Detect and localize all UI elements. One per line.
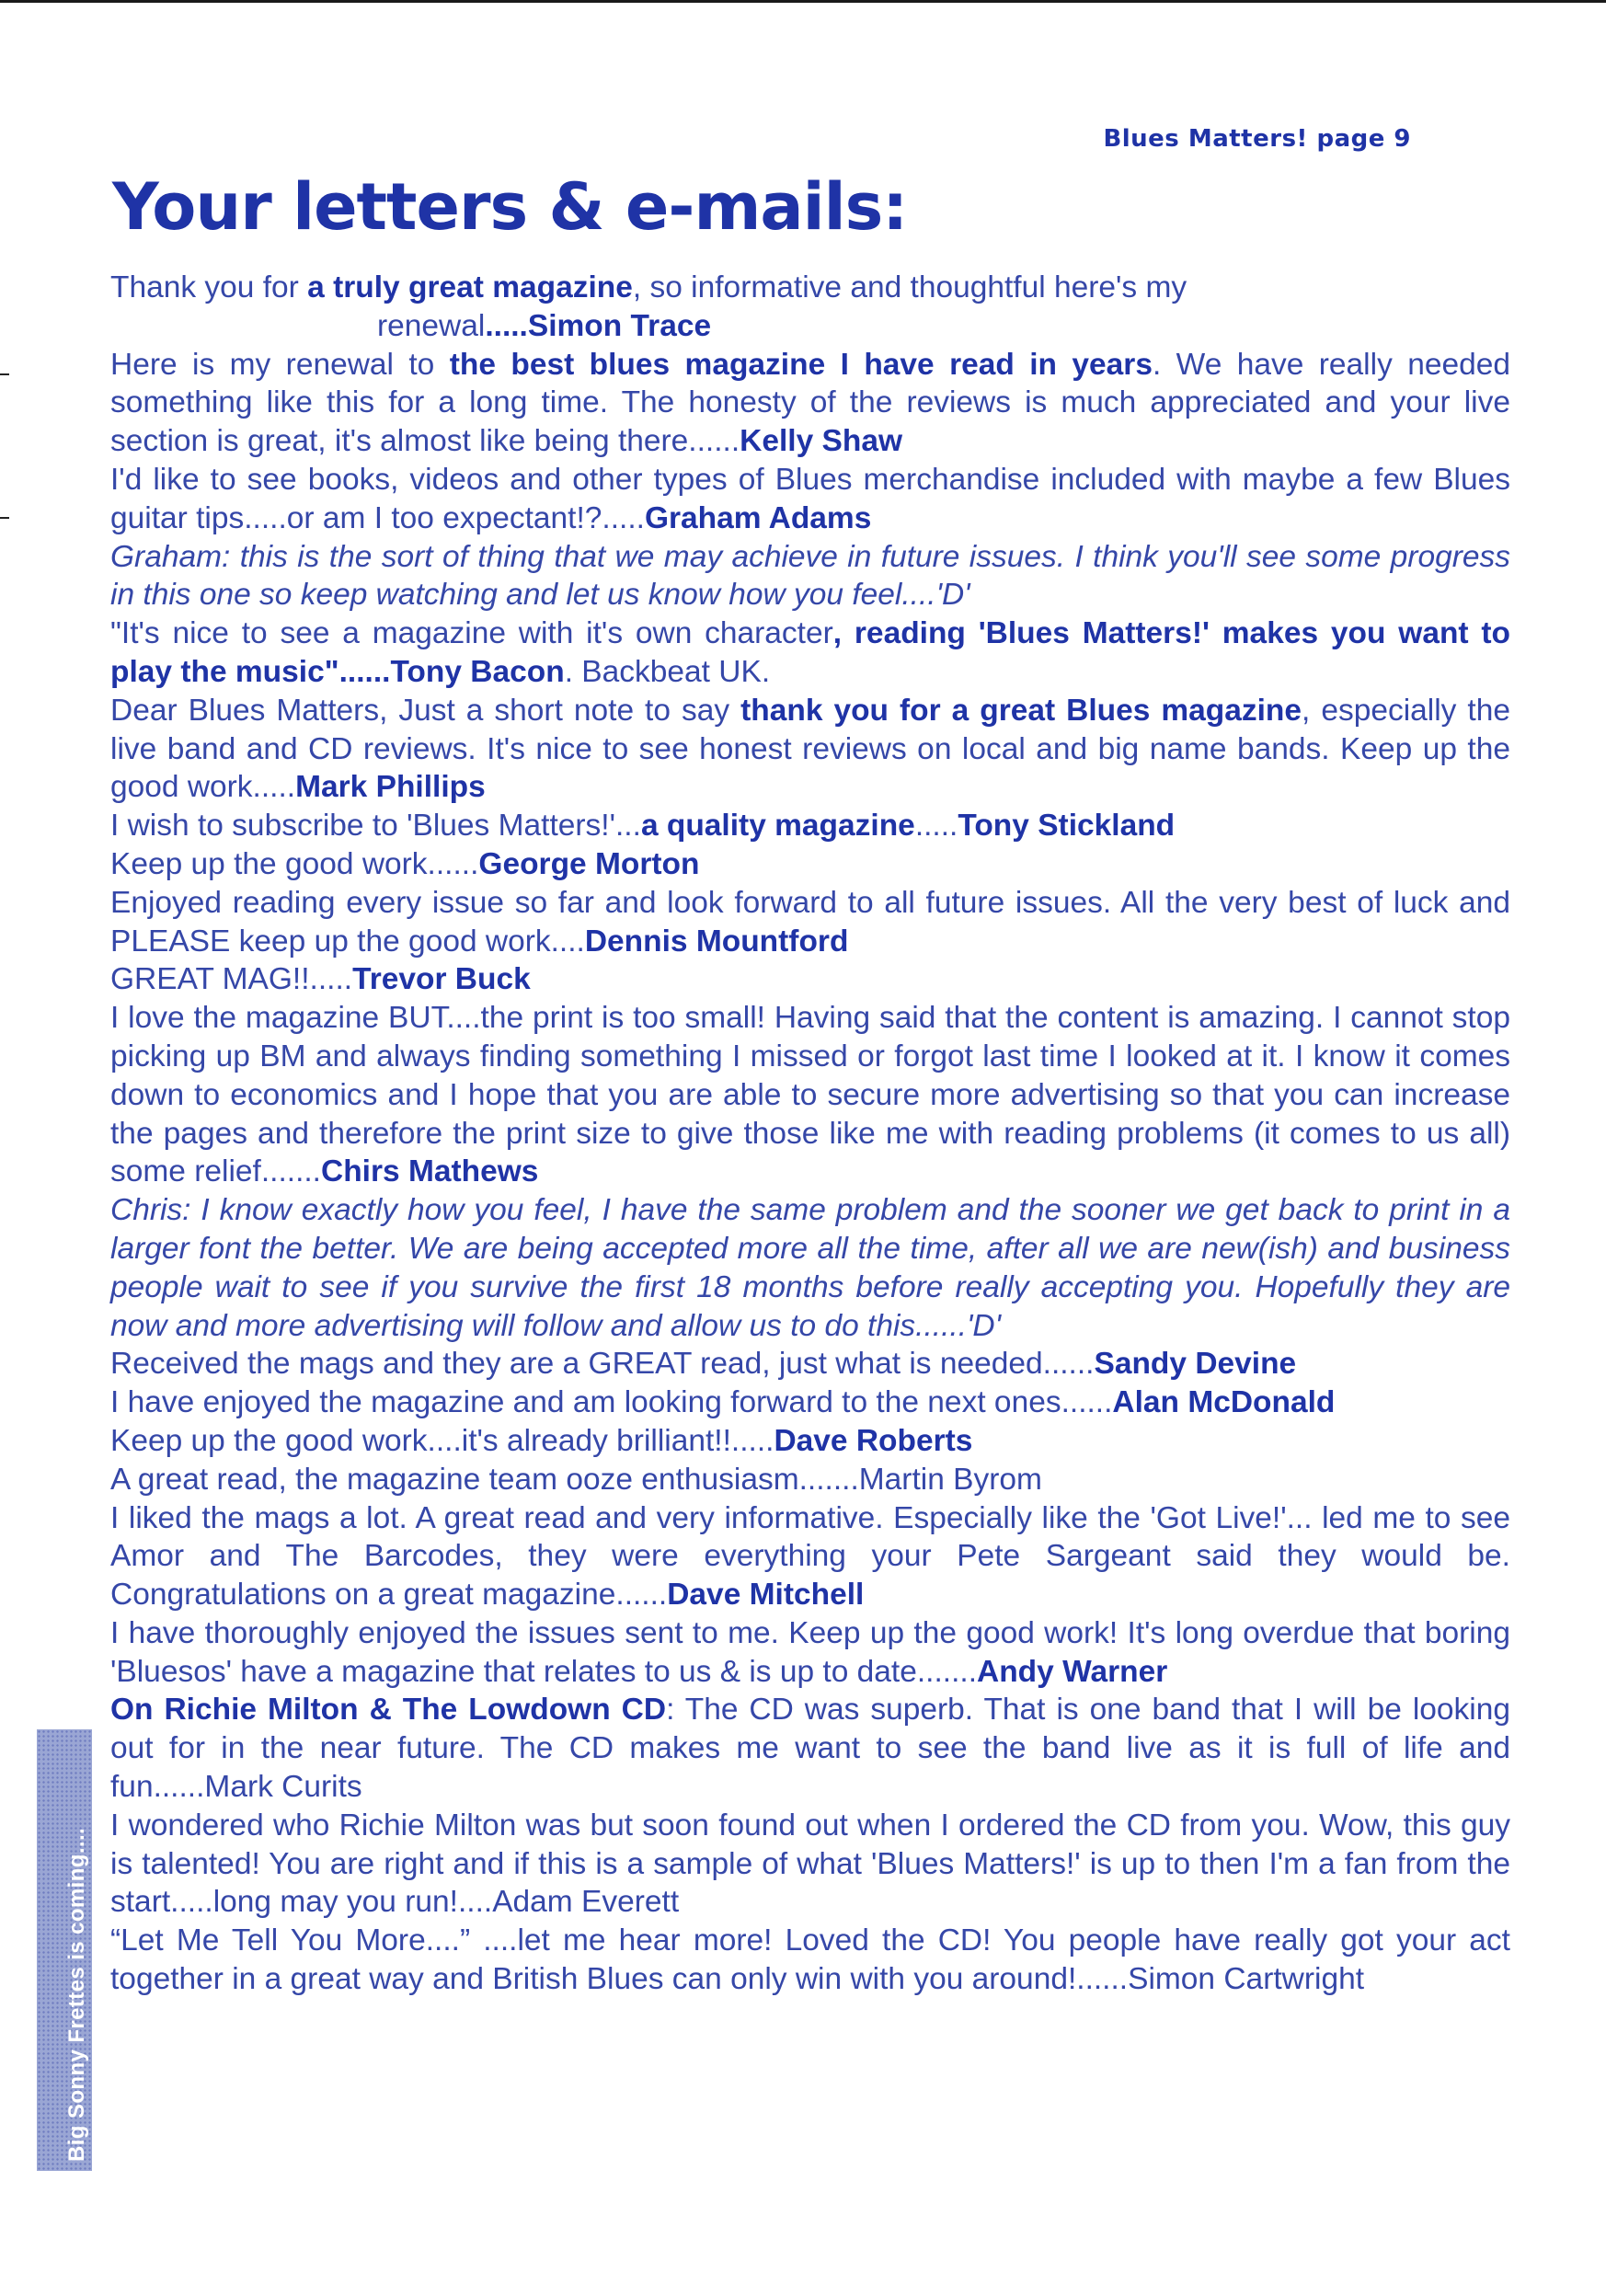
letter-entry [110, 1922, 1510, 1999]
letter-text: Thank you for [110, 270, 308, 304]
letter-text: Dear Blues Matters, Just a short note to say [110, 693, 741, 728]
letter-entry [110, 807, 1510, 845]
letter-entry [110, 884, 1510, 961]
letter-highlight: a truly great magazine [307, 270, 633, 304]
letter-entry [110, 1383, 1510, 1422]
letter-text: I'd like to see books, videos and other types of Blues merchandise included with maybe a few Blues guitar tips.....or am I too expectant!?..... [110, 462, 1510, 535]
reply-text: Graham: this is the sort of thing that we may achieve in future issues. I think you'll see some progress in this one so keep watching and let us know how you feel....'D' [110, 539, 1510, 613]
letter-signature: George Morton [478, 846, 700, 881]
letter-text: “Let Me Tell You More....” ....let me hear more! Loved the CD! You people have really got your act together in a great way and British Blues can only win with you around!......Simon Cartwright [110, 1923, 1510, 1997]
letter-text: renewal [377, 308, 486, 343]
letters-column [110, 269, 1510, 1999]
letter-signature: Chirs Mathews [321, 1154, 539, 1189]
letter-signature: Alan McDonald [1112, 1385, 1336, 1420]
letter-text: GREAT MAG!!..... [110, 962, 353, 997]
letter-text: I wish to subscribe to 'Blues Matters!'... [110, 809, 641, 844]
letter-text: , so informative and thoughtful here's my [632, 270, 1187, 304]
letter-signature: .....Simon Trace [485, 308, 712, 343]
letter-signature: Dave Mitchell [667, 1578, 865, 1613]
letter-entry [110, 692, 1510, 807]
letter-text: : The CD was superb. That is one band that I will be looking out for in the near future. The CD makes me want to see the band live as it is full of life and fun......Mark Curits [110, 1693, 1510, 1805]
letter-text: . Backbeat UK. [564, 654, 771, 689]
letter-entry [110, 1345, 1510, 1383]
letter-signature: ......Tony Bacon [338, 654, 565, 689]
letter-highlight: , reading 'Blues Matters!' makes you want to play the music" [110, 616, 1510, 689]
sidebar-teaser-text: Big Sonny Frettes is coming.... [64, 1827, 89, 2162]
letter-entry [110, 461, 1510, 538]
scan-mark [0, 517, 9, 519]
letter-text: Keep up the good work....it's already brilliant!!..... [110, 1423, 774, 1458]
letter-entry [110, 999, 1510, 1191]
page-reference: Blues Matters! page 9 [1103, 125, 1411, 153]
scan-mark [0, 373, 9, 375]
editor-reply [110, 1191, 1510, 1345]
letter-entry [110, 1691, 1510, 1806]
letter-text: , especially the live band and CD reviews. It's nice to see honest reviews on local and big name bands. Keep up the good work..... [110, 693, 1510, 805]
letter-entry [110, 307, 1510, 346]
letter-text: Received the mags and they are a GREAT read, just what is needed...... [110, 1347, 1095, 1382]
letter-entry [110, 614, 1510, 692]
letter-signature: Dave Roberts [774, 1423, 973, 1458]
letter-signature: Mark Phillips [295, 770, 486, 805]
letter-entry [110, 1461, 1510, 1499]
letter-entry [110, 960, 1510, 999]
letter-signature: Kelly Shaw [740, 424, 903, 459]
letter-text: I have enjoyed the magazine and am looking forward to the next ones...... [110, 1385, 1113, 1420]
letter-text: . We have really needed something like this for a long time. The honesty of the reviews is much appreciated and your live section is great, it's almost like being there...... [110, 347, 1511, 459]
editor-reply [110, 538, 1510, 615]
letter-entry [110, 845, 1510, 884]
letter-text: Here is my renewal to [110, 347, 450, 382]
letter-signature: Dennis Mountford [584, 924, 849, 959]
letter-entry [110, 269, 1510, 307]
letter-entry [110, 1807, 1510, 1922]
letter-text: I have thoroughly enjoyed the issues sent to me. Keep up the good work! It's long overdue that boring 'Bluesos' have a magazine that relates to us & is up to date....... [110, 1615, 1510, 1689]
letter-highlight: On Richie Milton & The Lowdown CD [110, 1693, 667, 1728]
reply-text: Chris: I know exactly how you feel, I have the same problem and the sooner we get back to print in a larger font the better. We are being accepted more all the time, after all we are new(ish) and business people wait to see if you survive the first 18 months before really accepting you. Hopefully they are now and more advertising will follow and allow us to do this......'D' [110, 1193, 1510, 1343]
letter-text: Enjoyed reading every issue so far and look forward to all future issues. All the very best of luck and PLEASE keep up the good work.... [110, 885, 1510, 959]
letter-text: A great read, the magazine team ooze enthusiasm.......Martin Byrom [110, 1462, 1042, 1497]
letter-entry [110, 346, 1510, 461]
letter-signature: Andy Warner [977, 1654, 1168, 1689]
scan-edge-line [0, 0, 1606, 3]
letter-highlight: the best blues magazine I have read in years [449, 347, 1153, 382]
letter-highlight: a quality magazine [640, 809, 915, 844]
letter-signature: Graham Adams [644, 500, 872, 535]
letter-text: I wondered who Richie Milton was but soon found out when I ordered the CD from you. Wow, this guy is talented! You are right and if this is a sample of what 'Blues Matters!' is up to then I'm a fan from the start.....long may you run!....Adam Everett [110, 1808, 1510, 1920]
letter-signature: Trevor Buck [352, 962, 531, 997]
letter-text: ..... [914, 809, 958, 844]
letter-entry [110, 1499, 1510, 1614]
letter-signature: Tony Stickland [958, 809, 1176, 844]
letter-text: I love the magazine BUT....the print is too small! Having said that the content is amazing. I cannot stop picking up BM and always finding something I missed or forgot last time I looked at it. I know it comes down to economics and I hope that you are able to secure more advertising so that you can increase the pages and therefore the print size to give those like me with reading problems (it comes to us all) some relief....... [110, 1001, 1510, 1189]
sidebar-teaser-tab [37, 1729, 92, 2171]
letter-text: Keep up the good work...... [110, 846, 479, 881]
letter-signature: Sandy Devine [1094, 1347, 1297, 1382]
letter-text: I liked the mags a lot. A great read and very informative. Especially like the 'Got Live!'... led me to see Amor and The Barcodes, they were everything your Pete Sargeant said they would be. Congratulations on a great magazine...... [110, 1500, 1510, 1613]
letter-highlight: thank you for a great Blues magazine [740, 693, 1302, 728]
letter-entry [110, 1614, 1510, 1692]
letter-entry [110, 1422, 1510, 1461]
page-title: Your letters & e-mails: [112, 169, 908, 245]
letter-text: "It's nice to see a magazine with it's own character [110, 616, 833, 651]
